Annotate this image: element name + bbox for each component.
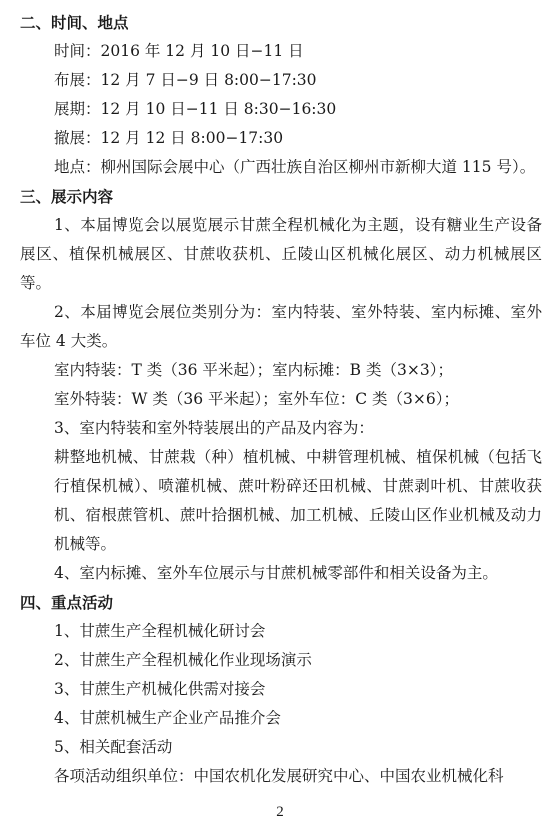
special-booth-products-intro: 3、室内特装和室外特装展出的产品及内容为：	[54, 419, 374, 437]
special-booth-products-list: 耕整地机械、甘蔗栽（种）植机械、中耕管理机械、植保机械（包括飞行植保机械）、喷灌机械、蔗叶粉碎还田机械、甘蔗剥叶机、甘蔗收获机、宿根蔗管机、蔗叶拾捆机械、加工机械、丘陵山区作业机械及动力机械等。	[54, 448, 542, 553]
activity-item: 1、甘蔗生产全程机械化研讨会	[54, 622, 266, 640]
activity-item: 2、甘蔗生产全程机械化作业现场演示	[54, 651, 312, 669]
booth-types-indoor: 室内特装：T 类（36 平米起）；室内标摊：B 类（3×3）；	[54, 361, 453, 379]
section-heading-key-activities: 四、重点活动	[20, 593, 114, 612]
booth-types-outdoor: 室外特装：W 类（36 平米起）；室外车位：C 类（3×6）；	[54, 390, 460, 408]
page-number: 2	[276, 804, 284, 820]
setup-period: 布展：12 月 7 日−9 日 8:00−17:30	[54, 71, 317, 89]
booth-categories-paragraph: 2、本届博览会展位类别分为：室内特装、室外特装、室内标摊、室外车位 4 大类。	[20, 303, 542, 350]
standard-booth-paragraph: 4、室内标摊、室外车位展示与甘蔗机械零部件和相关设备为主。	[54, 564, 498, 582]
activity-item: 3、甘蔗生产机械化供需对接会	[54, 680, 266, 698]
section-heading-exhibits: 三、展示内容	[20, 187, 114, 206]
event-venue: 地点：柳州国际会展中心（广西壮族自治区柳州市新柳大道 115 号）。	[54, 158, 536, 176]
event-time: 时间：2016 年 12 月 10 日−11 日	[54, 42, 304, 60]
activity-organizers: 各项活动组织单位：中国农机化发展研究中心、中国农业机械化科	[54, 767, 504, 785]
section-heading-time-place: 二、时间、地点	[20, 13, 129, 32]
teardown-period: 撤展：12 月 12 日 8:00−17:30	[54, 129, 284, 147]
activity-item: 4、甘蔗机械生产企业产品推介会	[54, 709, 281, 727]
exhibition-period: 展期：12 月 10 日−11 日 8:30−16:30	[54, 100, 337, 118]
activity-item: 5、相关配套活动	[54, 738, 173, 756]
document-body	[20, 8, 542, 791]
exhibit-theme-paragraph: 1、本届博览会以展览展示甘蔗全程机械化为主题，设有糖业生产设备展区、植保机械展区、甘蔗收获机、丘陵山区机械化展区、动力机械展区等。	[20, 216, 542, 292]
